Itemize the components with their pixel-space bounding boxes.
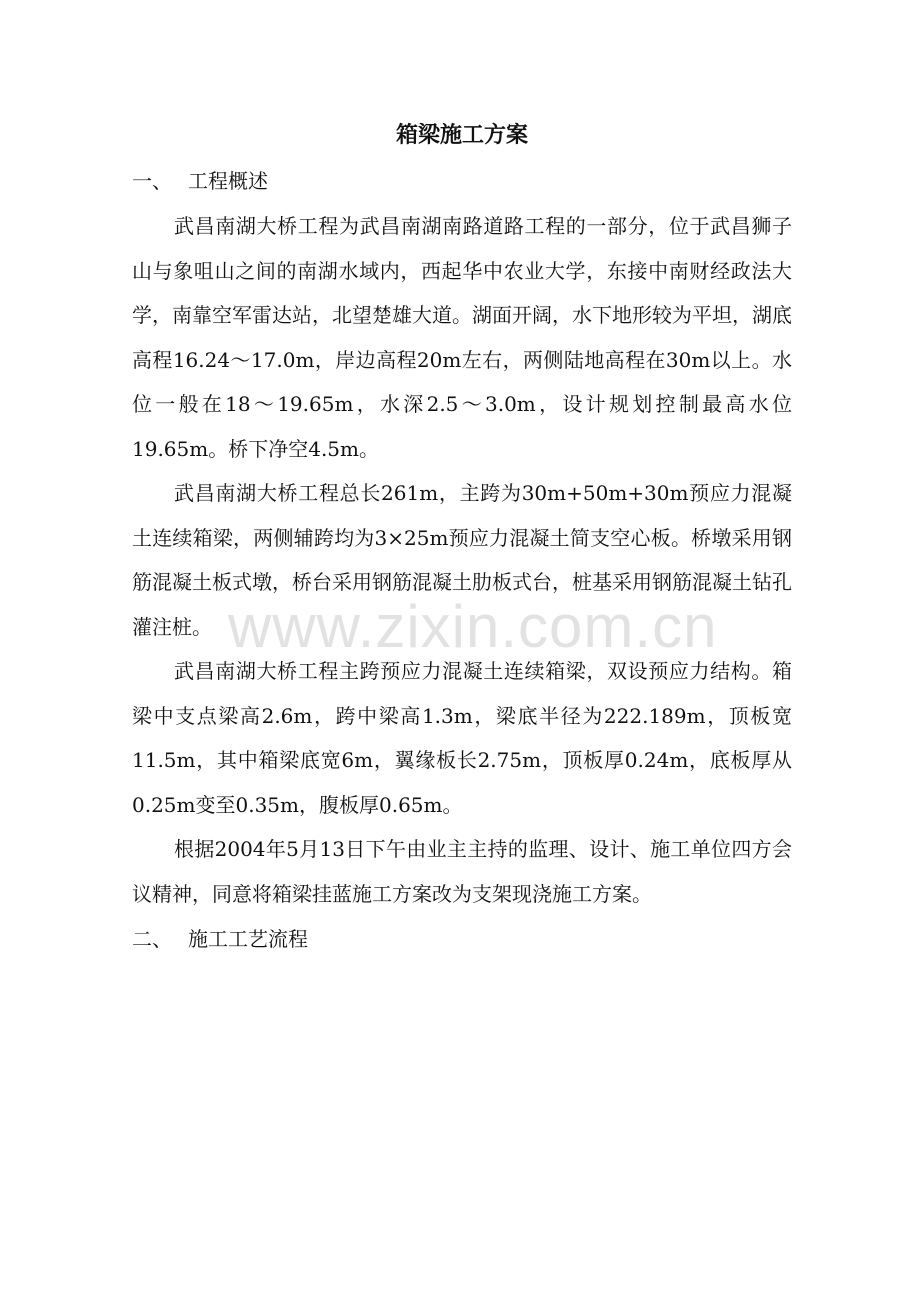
section-number-1: 一、 [132,169,172,193]
paragraph-box-girder-dimensions: 武昌南湖大桥工程主跨预应力混凝土连续箱梁，双设预应力结构。箱梁中支点梁高2.6m，跨中梁高1.3m，梁底半径为222.189m，顶板宽11.5m，其中箱梁底宽6m，翼缘板长2.75m，顶板厚0.24m，底板厚从0.25m变至0.35m，腹板厚0.65m。 [132,659,792,817]
section-title-1: 工程概述 [188,169,268,193]
section-number-2: 二、 [132,927,172,951]
section-heading-2 [132,916,792,962]
paragraph-meeting-decision: 根据2004年5月13日下午由业主主持的监理、设计、施工单位四方会议精神，同意将箱梁挂蓝施工方案改为支架现浇施工方案。 [132,837,792,906]
paragraph-bridge-structure: 武昌南湖大桥工程总长261m，主跨为30m+50m+30m预应力混凝土连续箱梁，两侧辅跨均为3×25m预应力混凝土简支空心板。桥墩采用钢筋混凝土板式墩，桥台采用钢筋混凝土肋板式台，桩基采用钢筋混凝土钻孔灌注桩。 [132,481,792,639]
section-title-2: 施工工艺流程 [188,927,308,951]
document-body [132,112,792,962]
document-title: 箱梁施工方案 [395,122,528,148]
paragraph-project-location: 武昌南湖大桥工程为武昌南湖南路道路工程的一部分，位于武昌狮子山与象咀山之间的南湖水域内，西起华中农业大学，东接中南财经政法大学，南靠空军雷达站，北望楚雄大道。湖面开阔，水下地形较为平坦，湖底高程16.24～17.0m，岸边高程20m左右，两侧陆地高程在30m以上。水位一般在18～19.65m，水深2.5～3.0m，设计规划控制最高水位19.65m。桥下净空4.5m。 [132,214,792,461]
section-heading-1 [132,158,792,204]
watermark: www.zixin.com.cn [228,593,718,660]
